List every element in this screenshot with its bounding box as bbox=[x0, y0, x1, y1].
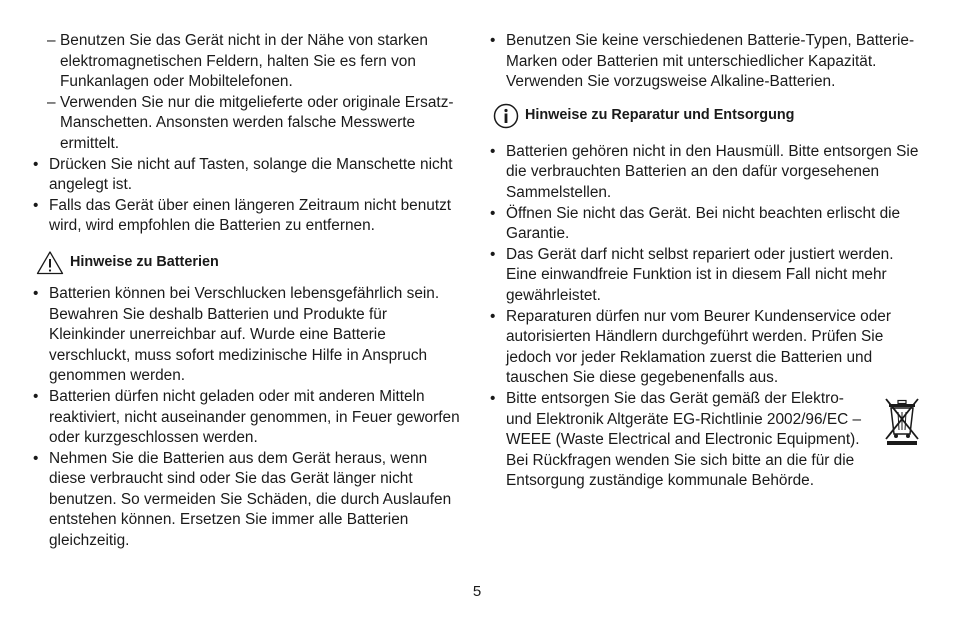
dash-item: – Benutzen Sie das Gerät nicht in der Nähe von starken elektromagnetischen Feldern, halten Sie es fern von Funkanlagen oder Mobiltelefonen. bbox=[33, 31, 463, 93]
battery-bullet-list bbox=[33, 284, 463, 552]
repair-heading-text: Hinweise zu Reparatur und Entsorgung bbox=[525, 107, 795, 124]
page-number: 5 bbox=[472, 583, 482, 600]
right-column bbox=[490, 31, 922, 492]
bullet-list bbox=[33, 155, 463, 237]
weee-text: Bitte entsorgen Sie das Gerät gemäß der Elektro- und Elektronik Altgeräte EG-Richtlinie 2002/96/EC – WEEE (Waste Electrical and Electronic Equipment). Bei Rückfragen wenden Sie sich bitte an die für die Entsorgung zuständige kommunale Behörde. bbox=[506, 389, 862, 490]
repair-bullet-list bbox=[490, 142, 922, 492]
crossed-out-bin-icon bbox=[882, 395, 922, 445]
battery-heading bbox=[36, 250, 463, 275]
bullet-item: • Drücken Sie nicht auf Tasten, solange die Manschette nicht angelegt ist. bbox=[33, 155, 463, 196]
bullet-item: • Das Gerät darf nicht selbst repariert oder justiert werden. Eine einwandfreie Funktion ist in diesem Fall nicht mehr gewährleistet. bbox=[490, 245, 922, 307]
bullet-item: • Öffnen Sie nicht das Gerät. Bei nicht beachten erlischt die Garantie. bbox=[490, 204, 922, 245]
battery-heading-text: Hinweise zu Batterien bbox=[70, 254, 219, 271]
bullet-item: • Reparaturen dürfen nur vom Beurer Kundenservice oder autorisierten Händlern durchgeführt werden. Prüfen Sie jedoch vor jeder Reklamation zuerst die Batterien und tauschen Sie diese gegebenenfalls aus. bbox=[490, 307, 922, 389]
bullet-item: • Batterien dürfen nicht geladen oder mit anderen Mitteln reaktiviert, nicht auseinander genommen, in Feuer geworfen oder kurzgeschlossen werden. bbox=[33, 387, 463, 449]
bullet-list bbox=[490, 31, 922, 93]
dash-list bbox=[33, 31, 463, 155]
weee-bullet-item bbox=[490, 389, 922, 492]
warning-triangle-icon bbox=[36, 250, 64, 275]
bullet-item: • Benutzen Sie keine verschiedenen Batterie-Typen, Batterie-Marken oder Batterien mit unterschiedlicher Kapazität. Verwenden Sie vorzugsweise Alkaline-Batterien. bbox=[490, 31, 922, 93]
left-column bbox=[33, 31, 463, 552]
bullet-item: • Batterien gehören nicht in den Hausmüll. Bitte entsorgen Sie die verbrauchten Batterien an den dafür vorgesehenen Sammelstellen. bbox=[490, 142, 922, 204]
dash-item: – Verwenden Sie nur die mitgelieferte oder originale Ersatz-Manschetten. Ansonsten werden falsche Messwerte ermittelt. bbox=[33, 93, 463, 155]
bullet-item: • Batterien können bei Verschlucken lebensgefährlich sein. Bewahren Sie deshalb Batterien und Produkte für Kleinkinder unerreichbar auf. Wurde eine Batterie verschluckt, muss sofort medizinische Hilfe in Anspruch genommen werden. bbox=[33, 284, 463, 387]
repair-heading bbox=[493, 103, 922, 129]
bullet-item: • Nehmen Sie die Batterien aus dem Gerät heraus, wenn diese verbraucht sind oder Sie das Gerät länger nicht benutzen. So vermeiden Sie Schäden, die durch Auslaufen entstehen können. Ersetzen Sie immer alle Batterien gleichzeitig. bbox=[33, 449, 463, 552]
bullet-item: • Falls das Gerät über einen längeren Zeitraum nicht benutzt wird, wird empfohlen die Batterien zu entfernen. bbox=[33, 196, 463, 237]
info-circle-icon bbox=[493, 103, 519, 129]
